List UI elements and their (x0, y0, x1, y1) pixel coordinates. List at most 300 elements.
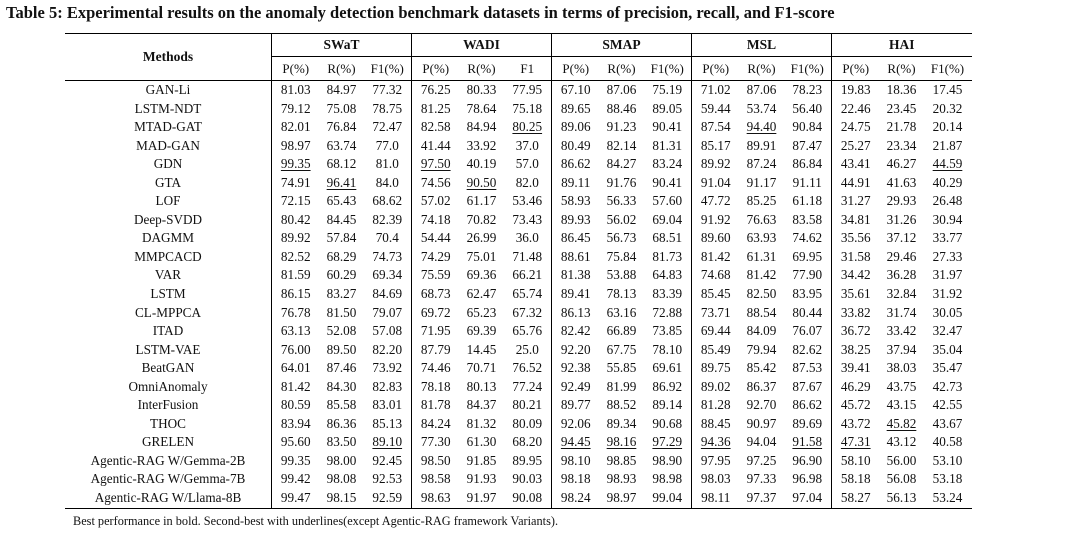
value-cell (880, 304, 924, 323)
value-text: 89.75 (700, 360, 731, 376)
metric-header: P(%) (832, 57, 880, 81)
value-text: 82.58 (420, 119, 451, 135)
value-cell (740, 174, 784, 193)
value-cell (740, 118, 784, 137)
value-text: 33.92 (466, 137, 497, 153)
value-text: 68.12 (326, 156, 357, 172)
value-text: 35.04 (932, 341, 963, 357)
value-text: 69.72 (420, 304, 451, 320)
value-cell (364, 359, 412, 378)
value-text: 83.27 (326, 286, 357, 302)
value-cell (272, 341, 320, 360)
value-text: 64.01 (280, 360, 311, 376)
value-text: 53.88 (606, 267, 637, 283)
value-text: 81.38 (560, 267, 591, 283)
value-cell (412, 322, 460, 341)
value-text: 98.85 (606, 452, 637, 468)
value-text: 61.17 (466, 193, 497, 209)
value-text: 97.29 (652, 434, 683, 450)
value-text: 89.06 (560, 119, 591, 135)
value-cell (740, 137, 784, 156)
value-cell (740, 155, 784, 174)
value-text: 80.21 (512, 397, 543, 413)
value-cell (272, 304, 320, 323)
value-text: 67.10 (560, 82, 591, 97)
value-cell (460, 415, 504, 434)
value-text: 87.46 (326, 360, 357, 376)
value-text: 99.04 (652, 490, 683, 506)
value-cell (644, 304, 692, 323)
value-cell (784, 415, 832, 434)
value-text: 72.88 (652, 304, 683, 320)
value-cell (460, 174, 504, 193)
value-text: 98.16 (606, 434, 637, 450)
value-cell (880, 174, 924, 193)
value-cell (552, 341, 600, 360)
value-cell (460, 81, 504, 100)
value-text: 89.02 (700, 378, 731, 394)
value-cell (412, 155, 460, 174)
value-cell (364, 192, 412, 211)
value-cell (740, 211, 784, 230)
method-name: ITAD (65, 322, 272, 341)
value-cell (784, 378, 832, 397)
value-text: 88.54 (746, 304, 777, 320)
value-text: 76.78 (280, 304, 311, 320)
value-cell (272, 155, 320, 174)
value-cell (504, 118, 552, 137)
value-text: 35.47 (932, 360, 963, 376)
value-cell (880, 266, 924, 285)
value-text: 98.10 (560, 452, 591, 468)
value-text: 56.40 (792, 100, 823, 116)
value-text: 76.52 (512, 360, 543, 376)
value-cell (460, 100, 504, 119)
value-text: 80.44 (792, 304, 823, 320)
value-text: 74.91 (280, 174, 311, 190)
value-text: 57.02 (420, 193, 451, 209)
value-text: 33.42 (886, 323, 917, 339)
group-header-msl: MSL (692, 34, 832, 57)
value-text: 89.41 (560, 286, 591, 302)
value-text: 91.85 (466, 452, 497, 468)
value-text: 78.23 (792, 82, 823, 97)
value-cell (600, 155, 644, 174)
value-cell (740, 266, 784, 285)
value-text: 70.82 (466, 211, 497, 227)
method-name: LSTM-VAE (65, 341, 272, 360)
value-text: 77.24 (512, 378, 543, 394)
value-text: 89.14 (652, 397, 683, 413)
metric-header: P(%) (552, 57, 600, 81)
method-name: Agentic-RAG W/Gemma-7B (65, 470, 272, 489)
value-text: 81.25 (420, 100, 451, 116)
table-row (65, 285, 972, 304)
value-cell (832, 174, 880, 193)
value-cell (740, 396, 784, 415)
group-header-smap: SMAP (552, 34, 692, 57)
value-cell (504, 174, 552, 193)
value-text: 87.79 (420, 341, 451, 357)
value-cell (832, 248, 880, 267)
value-text: 98.03 (700, 471, 731, 487)
value-cell (784, 100, 832, 119)
value-cell (320, 489, 364, 508)
value-text: 80.25 (512, 119, 543, 135)
value-text: 62.47 (466, 286, 497, 302)
value-text: 71.48 (512, 248, 543, 264)
value-cell (320, 118, 364, 137)
value-text: 86.92 (652, 378, 683, 394)
value-text: 32.84 (886, 286, 917, 302)
value-cell (364, 489, 412, 508)
value-text: 84.09 (746, 323, 777, 339)
value-cell (320, 155, 364, 174)
value-text: 81.59 (280, 267, 311, 283)
value-cell (600, 489, 644, 508)
value-text: 89.05 (652, 100, 683, 116)
value-text: 30.94 (932, 211, 963, 227)
value-cell (504, 341, 552, 360)
metric-header: R(%) (467, 61, 496, 76)
value-text: 57.08 (372, 323, 403, 339)
value-text: 81.42 (280, 378, 311, 394)
value-text: 92.49 (560, 378, 591, 394)
value-text: 58.10 (840, 452, 871, 468)
value-text: 47.31 (840, 434, 871, 450)
value-cell (320, 248, 364, 267)
value-text: 69.95 (792, 248, 823, 264)
value-text: 74.29 (420, 248, 451, 264)
value-cell (644, 192, 692, 211)
value-text: 86.62 (792, 397, 823, 413)
method-name: MMPCACD (65, 248, 272, 267)
value-text: 43.41 (840, 156, 871, 172)
value-cell (600, 285, 644, 304)
value-text: 78.13 (606, 286, 637, 302)
method-name: LSTM-NDT (65, 100, 272, 119)
value-text: 86.15 (280, 286, 311, 302)
value-text: 92.59 (372, 490, 403, 506)
value-text: 90.84 (792, 119, 823, 135)
value-cell (272, 452, 320, 471)
value-text: 53.18 (932, 471, 963, 487)
value-cell (692, 137, 740, 156)
table-row (65, 137, 972, 156)
value-cell (460, 248, 504, 267)
value-text: 97.37 (746, 490, 777, 506)
value-cell (740, 322, 784, 341)
value-text: 85.45 (700, 286, 731, 302)
value-cell (600, 378, 644, 397)
value-cell (504, 415, 552, 434)
value-text: 76.63 (746, 211, 777, 227)
value-cell (924, 155, 972, 174)
value-text: 89.65 (560, 100, 591, 116)
value-text: 74.68 (700, 267, 731, 283)
value-cell (600, 137, 644, 156)
table-row (65, 452, 972, 471)
value-text: 80.49 (560, 137, 591, 153)
value-text: 67.75 (606, 341, 637, 357)
value-cell (320, 174, 364, 193)
value-text: 46.29 (840, 378, 871, 394)
value-cell (504, 285, 552, 304)
value-cell (740, 341, 784, 360)
method-name: GTA (65, 174, 272, 193)
value-cell (832, 304, 880, 323)
value-cell (552, 433, 600, 452)
value-cell (460, 359, 504, 378)
value-cell (740, 100, 784, 119)
value-text: 94.40 (746, 119, 777, 135)
value-text: 81.03 (280, 82, 311, 97)
value-cell (740, 378, 784, 397)
value-text: 85.13 (372, 415, 403, 431)
value-text: 98.97 (280, 137, 311, 153)
methods-header: Methods (65, 34, 272, 81)
value-cell (460, 285, 504, 304)
value-cell (320, 415, 364, 434)
value-cell (460, 452, 504, 471)
value-text: 81.28 (700, 397, 731, 413)
value-text: 29.93 (886, 193, 917, 209)
value-cell (924, 322, 972, 341)
value-cell (924, 229, 972, 248)
value-text: 84.0 (375, 174, 399, 190)
value-text: 31.58 (840, 248, 871, 264)
value-text: 90.41 (652, 174, 683, 190)
value-text: 75.18 (512, 100, 543, 116)
value-cell (784, 359, 832, 378)
value-text: 91.58 (792, 434, 823, 450)
header-group-row (65, 34, 972, 57)
table-row (65, 229, 972, 248)
value-text: 89.34 (606, 415, 637, 431)
value-cell (880, 378, 924, 397)
value-text: 65.74 (512, 286, 543, 302)
value-text: 24.75 (840, 119, 871, 135)
value-text: 56.08 (886, 471, 917, 487)
metric-header: F1(%) (930, 61, 965, 76)
value-cell (832, 229, 880, 248)
value-text: 43.67 (932, 415, 963, 431)
value-cell (692, 341, 740, 360)
value-cell (460, 155, 504, 174)
table-row (65, 118, 972, 137)
value-cell (412, 266, 460, 285)
value-cell (600, 433, 644, 452)
value-cell (364, 266, 412, 285)
value-text: 65.76 (512, 323, 543, 339)
value-text: 40.29 (932, 174, 963, 190)
value-cell (924, 489, 972, 508)
value-text: 25.0 (515, 341, 539, 357)
table-row (65, 378, 972, 397)
value-text: 83.94 (280, 415, 311, 431)
value-cell (552, 396, 600, 415)
value-cell (784, 174, 832, 193)
value-cell (832, 81, 880, 100)
value-text: 82.62 (792, 341, 823, 357)
value-cell (832, 155, 880, 174)
value-cell (784, 81, 832, 100)
value-cell (784, 452, 832, 471)
value-text: 83.39 (652, 286, 683, 302)
value-text: 63.93 (746, 230, 777, 246)
value-text: 29.46 (886, 248, 917, 264)
value-cell (692, 248, 740, 267)
value-cell (460, 378, 504, 397)
value-text: 75.59 (420, 267, 451, 283)
value-cell (320, 304, 364, 323)
value-cell (272, 378, 320, 397)
value-cell (784, 304, 832, 323)
value-cell (784, 396, 832, 415)
value-text: 82.01 (280, 119, 311, 135)
value-text: 98.90 (652, 452, 683, 468)
value-text: 41.44 (420, 137, 451, 153)
value-cell (320, 211, 364, 230)
value-cell (644, 359, 692, 378)
value-cell (784, 192, 832, 211)
value-text: 74.62 (792, 230, 823, 246)
value-cell (740, 415, 784, 434)
value-cell (924, 452, 972, 471)
value-text: 82.52 (280, 248, 311, 264)
value-cell (784, 433, 832, 452)
value-text: 76.07 (792, 323, 823, 339)
value-text: 90.03 (512, 471, 543, 487)
value-text: 81.50 (326, 304, 357, 320)
value-text: 87.24 (746, 156, 777, 172)
value-cell (924, 396, 972, 415)
value-cell (692, 118, 740, 137)
method-name: LSTM (65, 285, 272, 304)
value-text: 56.33 (606, 193, 637, 209)
metric-header: F1(%) (370, 61, 404, 76)
value-cell (832, 341, 880, 360)
value-text: 87.67 (792, 378, 823, 394)
value-text: 58.27 (840, 490, 871, 506)
value-cell (784, 285, 832, 304)
value-cell (740, 285, 784, 304)
value-text: 89.92 (700, 156, 731, 172)
value-text: 79.12 (280, 100, 311, 116)
value-cell (504, 81, 552, 100)
value-text: 89.91 (746, 137, 777, 153)
value-cell (600, 470, 644, 489)
value-text: 89.11 (561, 174, 591, 190)
value-text: 69.39 (466, 323, 497, 339)
value-text: 91.92 (700, 211, 731, 227)
value-text: 56.00 (886, 452, 917, 468)
value-text: 45.72 (840, 397, 871, 413)
value-cell (504, 359, 552, 378)
value-cell (320, 396, 364, 415)
value-cell (784, 155, 832, 174)
value-cell (644, 452, 692, 471)
value-cell (364, 470, 412, 489)
value-text: 98.58 (420, 471, 451, 487)
value-cell (832, 322, 880, 341)
value-cell (832, 415, 880, 434)
value-text: 91.17 (746, 174, 777, 190)
value-cell (644, 155, 692, 174)
value-text: 80.13 (466, 378, 497, 394)
value-cell (364, 285, 412, 304)
value-text: 78.75 (372, 100, 403, 116)
method-name: Agentic-RAG W/Llama-8B (65, 489, 272, 508)
value-cell (644, 415, 692, 434)
value-text: 26.99 (466, 230, 497, 246)
value-text: 92.70 (746, 397, 777, 413)
value-cell (880, 155, 924, 174)
value-cell (880, 433, 924, 452)
value-cell (880, 192, 924, 211)
value-text: 33.82 (840, 304, 871, 320)
value-cell (460, 341, 504, 360)
value-cell (924, 248, 972, 267)
value-text: 46.27 (886, 156, 917, 172)
value-text: 88.61 (560, 248, 591, 264)
value-cell (692, 285, 740, 304)
value-text: 96.98 (792, 471, 823, 487)
value-text: 57.0 (515, 156, 539, 172)
value-cell (504, 489, 552, 508)
value-text: 98.97 (606, 490, 637, 506)
value-cell (784, 341, 832, 360)
value-text: 38.25 (840, 341, 871, 357)
value-cell (692, 415, 740, 434)
value-cell (692, 155, 740, 174)
value-text: 77.95 (512, 82, 543, 97)
value-text: 58.93 (560, 193, 591, 209)
value-text: 75.84 (606, 248, 637, 264)
value-text: 31.97 (932, 267, 963, 283)
value-cell (880, 118, 924, 137)
value-cell (880, 396, 924, 415)
value-cell (460, 211, 504, 230)
value-cell (784, 137, 832, 156)
value-text: 37.94 (886, 341, 917, 357)
value-cell (880, 359, 924, 378)
value-text: 81.78 (420, 397, 451, 413)
value-text: 87.54 (700, 119, 731, 135)
value-cell (832, 433, 880, 452)
value-text: 98.15 (326, 490, 357, 506)
value-text: 73.92 (372, 360, 403, 376)
value-cell (880, 285, 924, 304)
value-cell (364, 118, 412, 137)
value-text: 40.58 (932, 434, 963, 450)
value-cell (600, 304, 644, 323)
value-cell (460, 266, 504, 285)
value-text: 90.08 (512, 490, 543, 506)
value-cell (412, 100, 460, 119)
method-name: GAN-Li (65, 81, 272, 100)
value-cell (924, 359, 972, 378)
value-text: 76.84 (326, 119, 357, 135)
value-cell (784, 489, 832, 508)
value-text: 82.83 (372, 378, 403, 394)
value-text: 85.42 (746, 360, 777, 376)
value-text: 14.45 (466, 341, 497, 357)
value-text: 22.46 (840, 100, 871, 116)
value-cell (504, 192, 552, 211)
value-text: 70.4 (375, 230, 399, 246)
value-cell (412, 378, 460, 397)
